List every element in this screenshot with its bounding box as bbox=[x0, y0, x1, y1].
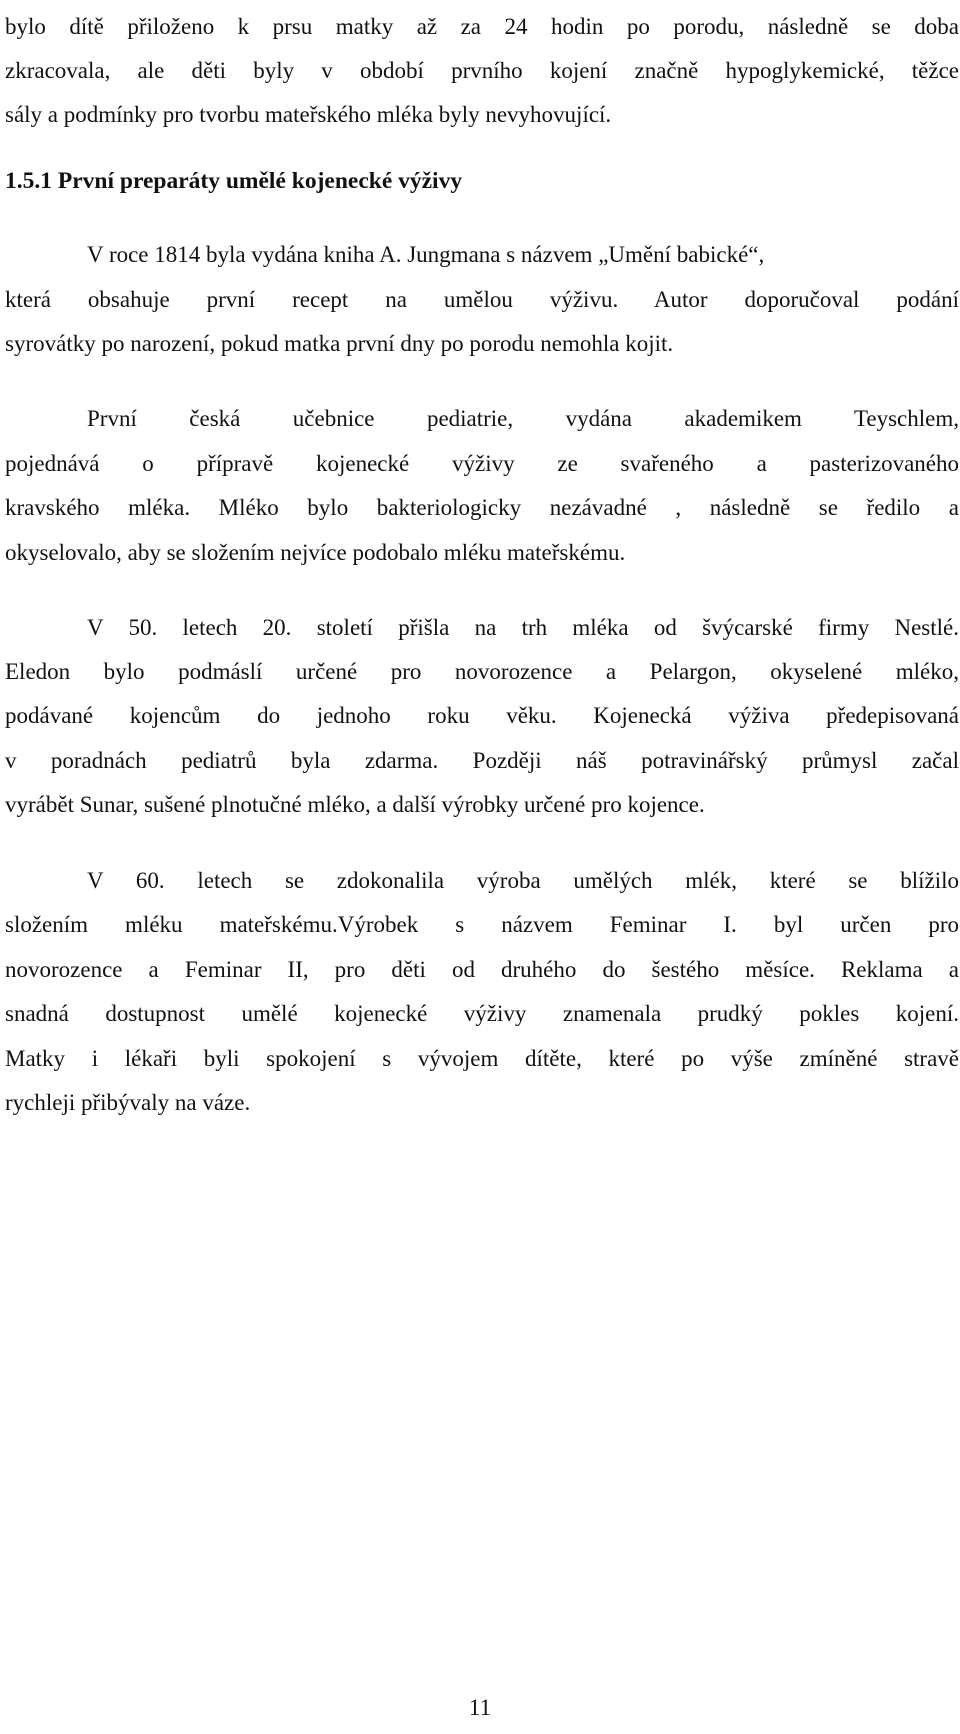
text-line: bylo dítě přiloženo k prsu matky až za 24 hodin po porodu, následně se doba bbox=[5, 14, 959, 39]
text-line: pojednává o přípravě kojenecké výživy ze svařeného a pasterizovaného bbox=[5, 451, 959, 476]
text-line: Eledon bylo podmáslí určené pro novorozence a Pelargon, okyselené mléko, bbox=[5, 659, 959, 684]
text-line: vyrábět Sunar, sušené plnotučné mléko, a další výrobky určené pro kojence. bbox=[5, 792, 705, 817]
text-line: Matky i lékaři byli spokojení s vývojem dítěte, které po výše zmíněné stravě bbox=[5, 1046, 959, 1071]
text-line: složením mléku mateřskému.Výrobek s názvem Feminar I. byl určen pro bbox=[5, 912, 959, 937]
text-line: syrovátky po narození, pokud matka první dny po porodu nemohla kojit. bbox=[5, 331, 674, 356]
text-line: V roce 1814 byla vydána kniha A. Jungmana s názvem „Umění babické“, bbox=[87, 242, 765, 267]
text-line: sály a podmínky pro tvorbu mateřského mléka byly nevyhovující. bbox=[5, 102, 612, 127]
text-line: snadná dostupnost umělé kojenecké výživy znamenala prudký pokles kojení. bbox=[5, 1001, 959, 1026]
text-line: která obsahuje první recept na umělou výživu. Autor doporučoval podání bbox=[5, 287, 959, 312]
text-line: v poradnách pediatrů byla zdarma. Později náš potravinářský průmysl začal bbox=[5, 748, 959, 773]
page-number: 11 bbox=[468, 1695, 492, 1720]
text-line: kravského mléka. Mléko bylo bakteriologicky nezávadné , následně se ředilo a bbox=[5, 495, 959, 520]
text-line: V 60. letech se zdokonalila výroba umělých mlék, které se blížilo bbox=[87, 868, 959, 893]
text-line: okyselovalo, aby se složením nejvíce podobalo mléku mateřskému. bbox=[5, 540, 626, 565]
text-line: podávané kojencům do jednoho roku věku. Kojenecká výživa předepisovaná bbox=[5, 703, 959, 728]
text-line: První česká učebnice pediatrie, vydána akademikem Teyschlem, bbox=[87, 406, 959, 431]
text-line: V 50. letech 20. století přišla na trh mléka od švýcarské firmy Nestlé. bbox=[87, 615, 959, 640]
section-heading: 1.5.1 První preparáty umělé kojenecké výživy bbox=[5, 168, 463, 194]
text-line: rychleji přibývaly na váze. bbox=[5, 1090, 251, 1115]
text-line: novorozence a Feminar II, pro děti od druhého do šestého měsíce. Reklama a bbox=[5, 957, 959, 982]
text-line: zkracovala, ale děti byly v období prvního kojení značně hypoglykemické, těžce bbox=[5, 58, 959, 83]
